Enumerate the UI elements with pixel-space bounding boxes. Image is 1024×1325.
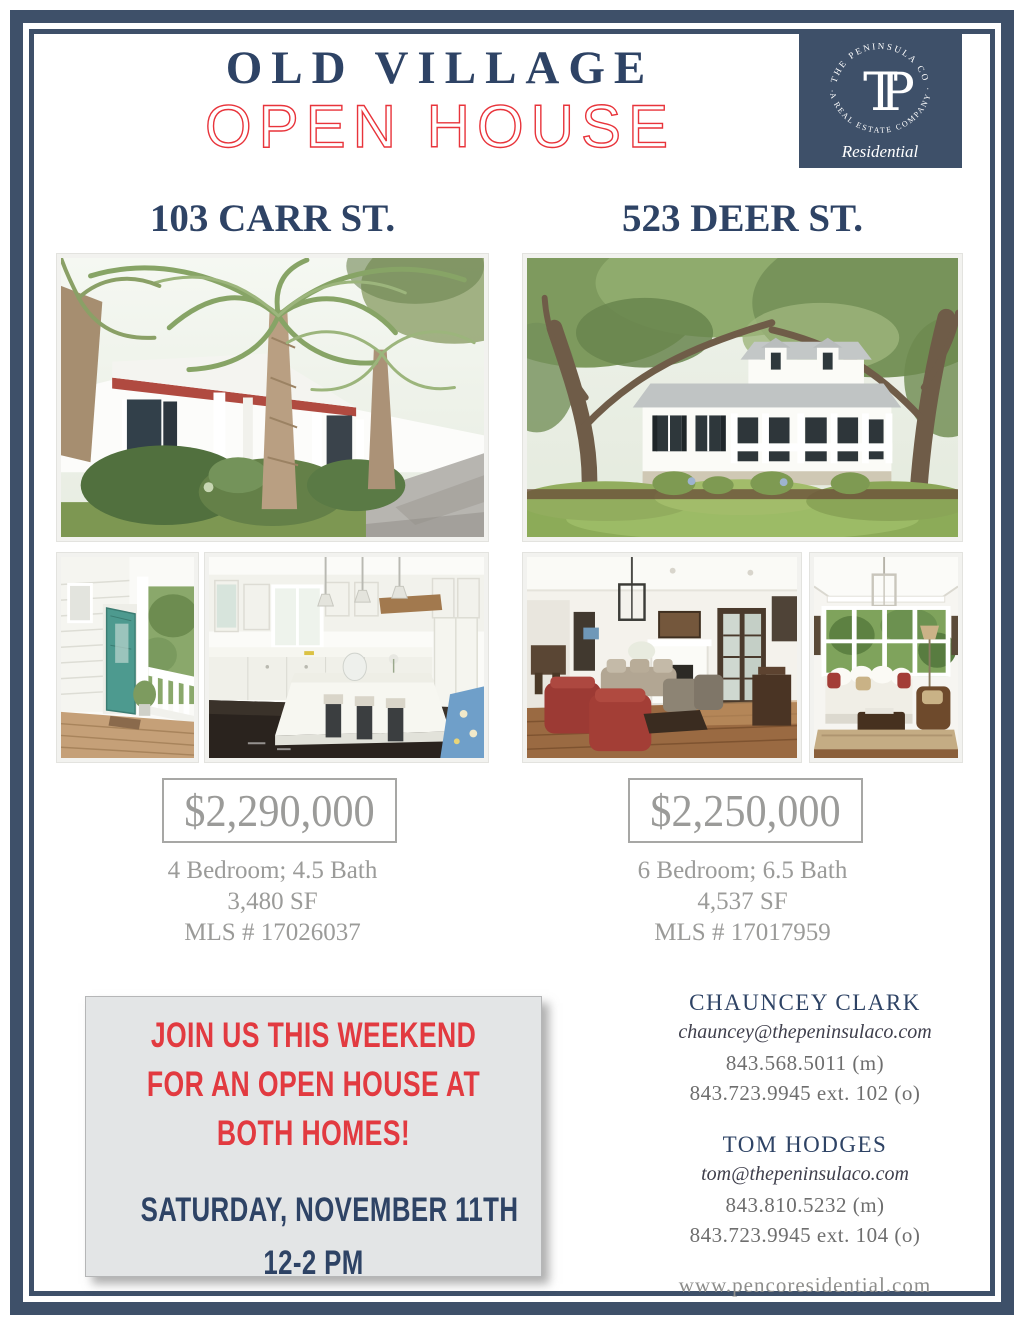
agent-1-office: 843.723.9945 ext. 102 (o) xyxy=(689,1081,921,1105)
price-carr: $2,290,000 xyxy=(184,785,375,836)
photo-deer-living-room xyxy=(523,553,801,762)
announcement-line-2: FOR AN OPEN HOUSE AT xyxy=(146,1065,481,1104)
photo-deer-exterior xyxy=(523,254,962,541)
website-url: www.pencoresidential.com xyxy=(678,1273,932,1297)
price-box-deer xyxy=(628,778,863,843)
flyer-subtitle-art xyxy=(170,99,710,161)
details-carr-beds-baths: 4 Bedroom; 4.5 Bath xyxy=(167,857,378,884)
logo-art xyxy=(799,30,962,168)
flyer-subtitle: OPEN HOUSE xyxy=(204,99,676,161)
details-deer xyxy=(523,855,962,948)
address-carr: 103 CARR ST. xyxy=(149,197,396,240)
agent-2-email: tom@thepeninsulaco.com xyxy=(701,1163,909,1185)
address-deer: 523 DEER ST. xyxy=(622,197,863,240)
flyer-title: OLD VILLAGE xyxy=(225,42,655,94)
peninsula-co-logo xyxy=(799,30,962,168)
agent-2-office: 843.723.9945 ext. 104 (o) xyxy=(689,1223,921,1247)
announcement-line-1: JOIN US THIS WEEKEND xyxy=(150,1016,477,1055)
photo-deer-sunroom xyxy=(810,553,962,762)
agent-1-mobile: 843.568.5011 (m) xyxy=(725,1051,885,1075)
price-box-carr xyxy=(162,778,397,843)
announcement-message xyxy=(86,1011,541,1158)
announcement-date: SATURDAY, NOVEMBER 11TH xyxy=(140,1191,519,1229)
logo-division-label: Residential xyxy=(841,142,919,161)
photo-carr-exterior xyxy=(57,254,488,541)
details-carr-mls: MLS # 17026037 xyxy=(184,919,361,946)
details-deer-mls: MLS # 17017959 xyxy=(654,919,831,946)
logo-arc-bottom-text: A REAL ESTATE COMPANY xyxy=(828,91,933,135)
details-deer-beds-baths: 6 Bedroom; 6.5 Bath xyxy=(637,857,848,884)
price-deer: $2,250,000 xyxy=(650,785,841,836)
agent-1-name: CHAUNCEY CLARK xyxy=(689,990,921,1015)
announcement-schedule xyxy=(86,1184,541,1290)
announcement-box xyxy=(85,996,542,1282)
agent-2-mobile: 843.810.5232 (m) xyxy=(725,1193,885,1217)
details-carr-sqft: 3,480 SF xyxy=(227,888,318,915)
announcement-line-3: BOTH HOMES! xyxy=(216,1114,411,1153)
agent-1-email: chauncey@thepeninsulaco.com xyxy=(678,1021,932,1043)
contacts xyxy=(640,990,970,1298)
header xyxy=(150,44,730,161)
logo-monogram: TP xyxy=(863,63,897,123)
agent-2-name: TOM HODGES xyxy=(722,1132,888,1157)
contacts-spacer xyxy=(640,1108,970,1132)
details-deer-sqft: 4,537 SF xyxy=(697,888,788,915)
photo-carr-kitchen xyxy=(205,553,488,762)
announcement-time: 12-2 PM xyxy=(263,1244,364,1282)
photo-carr-porch xyxy=(57,553,198,762)
logo-arc-top-text: · THE PENINSULA CO · xyxy=(826,40,934,93)
details-carr xyxy=(57,855,488,948)
